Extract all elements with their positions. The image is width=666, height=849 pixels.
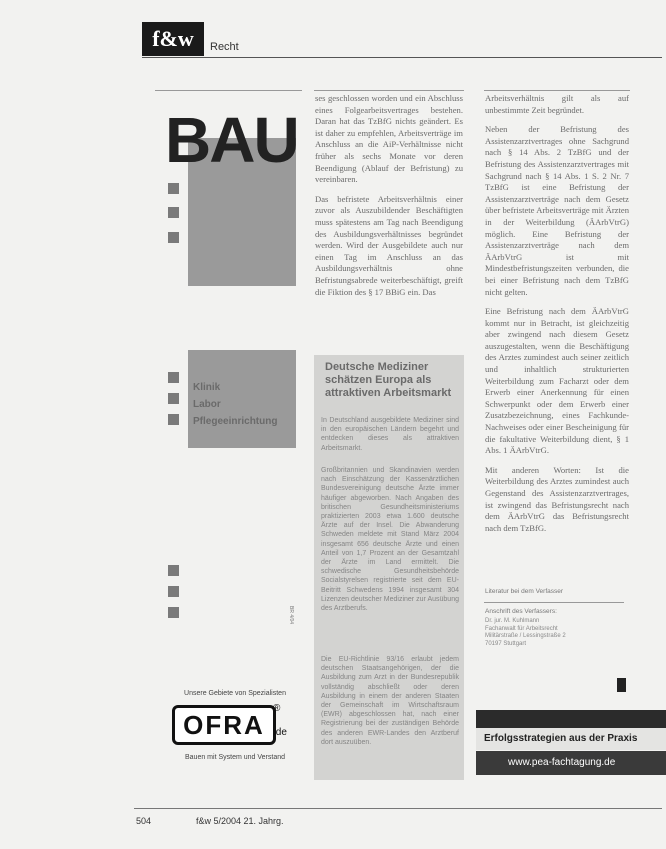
ad-headline: BAU: [165, 104, 298, 176]
ad-square: [168, 372, 179, 383]
ad-tagline: Unsere Gebiete von Spezialisten: [184, 690, 286, 697]
banner-dark-strip: [476, 710, 666, 728]
ad-square: [168, 414, 179, 425]
ad-top-rule: [155, 90, 302, 91]
ad-square: [168, 183, 179, 194]
photo-credit: BR 4/04: [288, 606, 294, 625]
section-title: Recht: [210, 41, 239, 53]
literature-note: Literatur bei dem Verfasser: [485, 588, 564, 595]
ad-square: [168, 232, 179, 243]
ad-square: [168, 607, 179, 618]
address-line: Fachanwalt für Arbeitsrecht: [485, 625, 558, 632]
registered-mark: ®: [273, 703, 281, 714]
ad-item-care: Pflegeeinrichtung: [193, 416, 278, 427]
address-line: 70197 Stuttgart: [485, 640, 527, 647]
right-column-text: [485, 93, 629, 542]
ofra-logo: OFRA: [172, 705, 276, 745]
paragraph: Neben der Befristung des Assistenzarztvertrages ohne Sachgrund nach § 14 Abs. 2 TzBfG und der Befristung des Assistenzarztvertrages mit Sachgrund nach § 14 Abs. 1 S. 2 Nr. 7 TzBfG ist eine Befristung der Assistenzarztverträge nach dem Gesetz über befristete Arbeitsverträge mit Ärzten in der Weiterbildung (ÄArbVtrG) möglich. Eine Befristung der Assistenzarztverträge nach dem ÄArbVtrG ist mit Mindestbefristungszeiten verbunden, die bei einer Befristung nach dem TzBfG nicht gelten.: [485, 124, 629, 297]
ofra-domain-suffix: .de: [273, 727, 287, 738]
issue-info: f&w 5/2004 21. Jahrg.: [196, 816, 284, 826]
paragraph: Eine Befristung nach dem ÄArbVtrG kommt nur in Betracht, ist gleichzeitig aber zwingend nach diesem Gesetz auszugestalten, wenn die Beschäftigung des Arztes zumindest auch seiner zeitlich und inhaltlich strukturierten Weiterbildung zum Facharzt oder dem Erwerb einer Anerkennung für einen Schwerpunkt oder dem Erwerb einer Zusatzbezeichnung, eines Fachkunde-Nachweises oder einer Bescheinigung für die fakultative Weiterbildung dient, § 1 Abs. 1 ÄArbVtrG.: [485, 306, 629, 456]
author-address: [485, 618, 625, 648]
ad-square: [168, 565, 179, 576]
ad-square: [168, 393, 179, 404]
banner-headline-text: Erfolgsstrategien aus der Praxis: [484, 733, 638, 744]
info-box-paragraph: In Deutschland ausgebildete Mediziner sind in den europäischen Ländern begehrt und entdecken dieses als attraktiven Arbeitsmarkt.: [321, 417, 459, 452]
right-top-rule: [484, 90, 630, 91]
footer-rule: [134, 808, 662, 809]
banner-marker: [617, 678, 626, 692]
ad-square: [168, 586, 179, 597]
author-address-heading: Anschrift des Verfassers:: [485, 608, 557, 615]
event-banner-url[interactable]: [476, 751, 666, 775]
info-box-paragraph: Die EU-Richtlinie 93/16 erlaubt jedem deutschen Staatsangehörigen, der die Ausbildung zum Arzt in der Bundesrepublik vollständig abschließt oder deren Ausbildung in einem der anderen Staaten der Gemeinschaft im Wirtschaftsraum (EWR) abgeschlossen hat, nach einer Registrierung bei der zuständigen Behörde des anderen EWR-Landes den Arztberuf dort auszuüben.: [321, 656, 459, 746]
info-box-paragraph: Großbritannien und Skandinavien werden nach Einschätzung der Kassenärztlichen Bundesvereinigung deutsche Ärzte immer häufiger abgeworben. Nach Angaben des britischen Gesundheitsministeriums praktizierten 2003 etwa 1.600 deutsche Ärzte auf der Insel. Die Abwanderung Schweden meldete mit Stand März 2004 insgesamt 656 deutsche Ärzte und einen Anteil von 1,7 Prozent an der Gesamtzahl der Ärzte im Land ermittelt. Die schwedische Gesundheitsbehörde Socialstyrelsen registrierte seit dem EU-Beitritt Schwedens 1994 insgesamt 304 Lizenzen deutscher Mediziner zur Ausübung des Arztberufs.: [321, 467, 459, 613]
paragraph: Mit anderen Worten: Ist die Weiterbildung des Arztes zumindest auch Gegenstand des Assistenzarztvertrages, ist zwingend das Befristungsrecht nach dem ÄArbVtrG das Befristungsrecht nach dem TzBfG.: [485, 464, 629, 533]
mid-top-rule: [314, 90, 464, 91]
paragraph: Das befristete Arbeitsverhältnis einer zuvor als Auszubildender Beschäftigten muss spätestens am Tag nach Beendigung des Ausbildungsverhältnisses begründet werden. Wird der Ausgebildete auch nur einen Tag im Anschluss an das Ausbildungsverhältnis ohne Befristungsabrede weiterbeschäftigt, greift die Fiktion des § 17 BBiG ein. Das: [315, 193, 463, 297]
middle-column-text: [315, 93, 463, 306]
paragraph: Arbeitsverhältnis gilt als auf unbestimmte Zeit begründet.: [485, 93, 629, 115]
note-rule: [484, 602, 624, 603]
ad-item-clinic: Klinik: [193, 382, 221, 393]
ad-subline: Bauen mit System und Verstand: [185, 754, 285, 761]
paragraph: ses geschlossen worden und ein Abschluss eines Folgearbeitsvertrages bestehen. Daran hat das TzBfG nichts geändert. Es ist daher zu empfehlen, Arbeitsverträge im Anschluss an die AiP-Verhältnisse nicht früher als sechs Monate vor deren Beendigung (Ablauf der Befristung) zu vereinbaren.: [315, 93, 463, 185]
banner-url-link[interactable]: www.pea-fachtagung.de: [508, 757, 616, 768]
page-number: 504: [136, 816, 152, 826]
ad-item-lab: Labor: [193, 399, 221, 410]
address-line: Dr. jur. M. Kuhlmann: [485, 618, 540, 624]
info-box-title: Deutsche Mediziner schätzen Europa als attraktiven Arbeitsmarkt: [325, 361, 452, 399]
ad-square: [168, 207, 179, 218]
address-line: Militärstraße / Lessingstraße 2: [485, 633, 566, 640]
event-banner-headline: [476, 728, 666, 750]
magazine-logo: f&w: [142, 22, 204, 56]
header-rule: [142, 57, 662, 58]
